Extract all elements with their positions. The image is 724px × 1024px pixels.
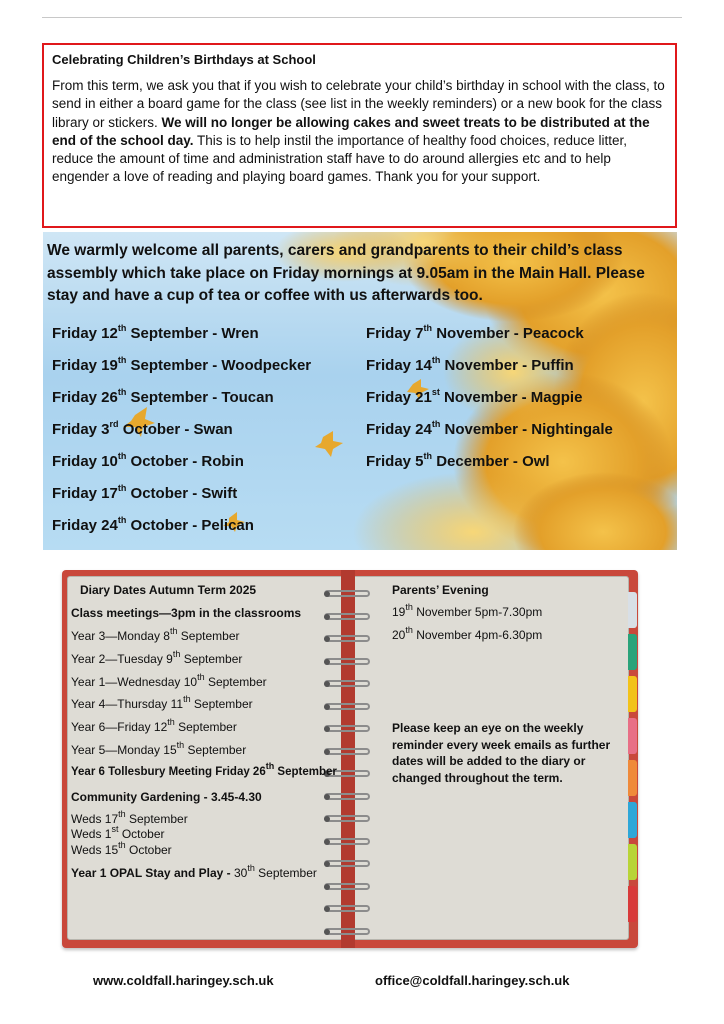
meeting-item: Year 1—Wednesday 10th September (71, 672, 267, 689)
assembly-panel (43, 232, 677, 550)
assembly-dates-left (52, 318, 311, 542)
school-website-link[interactable]: www.coldfall.haringey.sch.uk (93, 973, 274, 988)
notice-text: From this term, we ask you that if you wish to celebrate your child’s birthday in school with the class, to send in either a board game for the class (see list in the weekly reminders) or a new book for the class library or stickers. We will no longer be allowing cakes and sweet treats to be distributed at the end of the school day. This is to help instil the importance of healthy food choices, reduce litter, reduce the amount of time and administration staff have to do around allergies etc and to help engender a love of reading and playing board games. Thank you for your support. (52, 78, 665, 185)
spiral-ring (324, 635, 370, 642)
meeting-item: Year 6—Friday 12th September (71, 717, 237, 734)
assembly-date-item: Friday 10th October - Robin (52, 451, 244, 470)
gardening-item: Weds 15th October (71, 840, 172, 857)
tollesbury-meeting: Year 6 Tollesbury Meeting Friday 26th September (71, 761, 337, 778)
notebook-spine (341, 570, 355, 948)
spiral-ring (324, 680, 370, 687)
diary-reminder-note: Please keep an eye on the weekly reminder every week emails as further dates will be added to the diary or changed throughout the term. (392, 721, 611, 785)
gardening-heading: Community Gardening - 3.45-4.30 (71, 790, 262, 804)
binding-hole (324, 681, 330, 687)
diary-title: Diary Dates Autumn Term 2025 (80, 583, 257, 597)
spiral-ring (324, 905, 370, 912)
notice-heading: Celebrating Children’s Birthdays at School (52, 52, 316, 67)
meeting-item: Year 2—Tuesday 9th September (71, 649, 243, 666)
assembly-intro: We warmly welcome all parents, carers and grandparents to their child’s class assembly which take place on Friday mornings at 9.05am in the Main Hall. Please stay and have a cup of tea or coffee with us afterwards too. (47, 242, 645, 304)
spiral-ring (324, 815, 370, 822)
binding-hole (324, 794, 330, 800)
spiral-ring (324, 883, 370, 890)
binding-hole (324, 636, 330, 642)
spiral-ring (324, 590, 370, 597)
spiral-ring (324, 793, 370, 800)
binding-hole (324, 726, 330, 732)
assembly-date-item: Friday 24th October - Pelican (52, 515, 254, 534)
binding-hole (324, 884, 330, 890)
index-tab (628, 886, 637, 922)
top-divider (42, 17, 682, 18)
school-email-link[interactable]: office@coldfall.haringey.sch.uk (375, 973, 570, 988)
binding-hole (324, 591, 330, 597)
class-meetings-heading: Class meetings—3pm in the classrooms (71, 606, 302, 620)
binding-hole (324, 749, 330, 755)
gardening-item: Weds 17th September (71, 809, 188, 826)
meeting-item: Year 4—Thursday 11th September (71, 694, 253, 711)
binding-hole (324, 614, 330, 620)
index-tab (628, 634, 637, 670)
meeting-item: Year 5—Monday 15th September (71, 740, 247, 757)
spiral-ring (324, 613, 370, 620)
assembly-date-item: Friday 19th September - Woodpecker (52, 355, 312, 374)
assembly-date-item: Friday 7th November - Peacock (366, 323, 584, 342)
index-tab (628, 760, 637, 796)
index-tab (628, 844, 637, 880)
assembly-dates-right (366, 318, 613, 478)
gardening-item: Weds 1st October (71, 824, 165, 841)
spiral-ring (324, 860, 370, 867)
spiral-ring (324, 928, 370, 935)
binding-hole (324, 816, 330, 822)
spiral-ring (324, 658, 370, 665)
assembly-date-item: Friday 21st November - Magpie (366, 387, 583, 406)
binding-hole (324, 839, 330, 845)
assembly-date-item: Friday 24th November - Nightingale (366, 419, 613, 438)
parents-evening-heading: Parents’ Evening (392, 583, 489, 597)
index-tab (628, 676, 637, 712)
binding-hole (324, 929, 330, 935)
spiral-ring (324, 838, 370, 845)
assembly-date-item: Friday 14th November - Puffin (366, 355, 574, 374)
spiral-ring (324, 725, 370, 732)
notice-bold-text: We will no longer be allowing cakes and sweet treats to be distributed at the end of the school day. (52, 114, 650, 148)
index-tab (628, 592, 637, 628)
assembly-date-item: Friday 26th September - Toucan (52, 387, 274, 406)
parents-evening-item: 19th November 5pm-7.30pm (392, 602, 543, 619)
spiral-ring (324, 748, 370, 755)
parents-evening-item: 20th November 4pm-6.30pm (392, 625, 543, 642)
binding-hole (324, 906, 330, 912)
birthday-notice (42, 43, 677, 228)
index-tab (628, 802, 637, 838)
opal-stay-and-play: Year 1 OPAL Stay and Play - 30th September (71, 863, 317, 880)
assembly-date-item: Friday 17th October - Swift (52, 483, 238, 502)
spiral-ring (324, 703, 370, 710)
meeting-item: Year 3—Monday 8th September (71, 626, 240, 643)
binding-hole (324, 704, 330, 710)
assembly-date-item: Friday 12th September - Wren (52, 323, 259, 342)
binding-hole (324, 861, 330, 867)
assembly-date-item: Friday 3rd October - Swan (52, 419, 233, 438)
assembly-date-item: Friday 5th December - Owl (366, 451, 550, 470)
index-tab (628, 718, 637, 754)
binding-hole (324, 659, 330, 665)
